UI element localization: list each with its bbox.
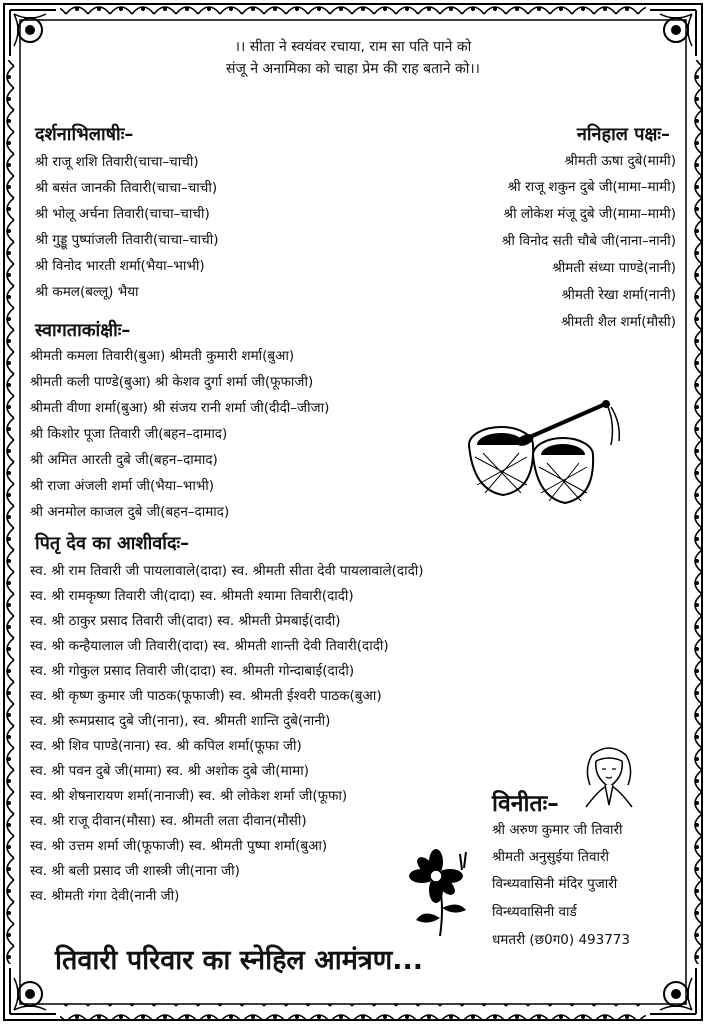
couplet-line-1: ।। सीता ने स्वयंवर रचाया, राम सा पति पाने को [234,39,472,55]
nanihal-name: श्री लोकेश मंजू दुबे जी(मामा–मामी) [503,206,676,222]
pitru-name: स्व. श्री शिव पाण्डे(नाना) स्व. श्री कपिल शर्मा(फूफा जी) [30,738,302,754]
pitru-name: स्व. श्री राजू दीवान(मौसा) स्व. श्रीमती लता दीवान(मौसी) [30,813,307,829]
nanihal-name: श्रीमती संध्या पाण्डे(नानी) [552,260,676,276]
corner-ornament-bottom-right [646,964,700,1018]
flower-illustration [400,848,480,938]
nanihal-heading: ननिहाल पक्षः– [576,124,670,145]
drums-illustration [463,395,628,515]
family-invitation-footer: तिवारी परिवार का स्नेहिल आमंत्रण... [55,945,424,976]
pitru-name: स्व. श्री गोकुल प्रसाद तिवारी जी(दादा) स्व. श्रीमती गोन्दाबाई(दादी) [30,663,355,679]
darshan-name: श्री कमल(बल्लू) भैया [35,284,139,300]
vinit-line: विन्ध्यवासिनी वार्ड [492,904,577,920]
swagat-name: श्री अमित आरती दुबे जी(बहन–दामाद) [30,452,218,468]
nanihal-name: श्री राजू शकुन दुबे जी(मामा–मामी) [507,179,676,195]
pitru-name: स्व. श्री राम तिवारी जी पायलावाले(दादा) स्व. श्रीमती सीता देवी पायलावाले(दादी) [30,563,424,579]
pitru-name: स्व. श्री शेषनारायण शर्मा(नानाजी) स्व. श्री लोकेश शर्मा जी(फूफा) [30,788,348,804]
darshan-name: श्री गुड्डू पुष्पांजली तिवारी(चाचा–चाची) [35,232,219,248]
swagat-name: श्रीमती कमला तिवारी(बुआ) श्रीमती कुमारी शर्मा(बुआ) [30,348,295,364]
pitru-name: स्व. श्री कृष्ण कुमार जी पाठक(फूफाजी) स्व. श्रीमती ईश्वरी पाठक(बुआ) [30,688,382,704]
pitru-name: स्व. श्री कन्हैयालाल जी तिवारी(दादा) स्व. श्रीमती शान्ती देवी तिवारी(दादी) [30,638,389,654]
vinit-line: विन्ध्यवासिनी मंदिर पुजारी [492,876,618,892]
opening-couplet [0,36,706,80]
vinit-heading: विनीतः– [492,791,559,817]
darshan-name: श्री राजू शशि तिवारी(चाचा–चाची) [35,154,199,170]
namaste-figure-illustration [578,745,640,809]
swagat-name: श्री किशोर पूजा तिवारी जी(बहन–दामाद) [30,426,228,442]
swagat-name: श्री राजा अंजली शर्मा जी(भैया–भाभी) [30,478,215,494]
pitru-name: स्व. श्री पवन दुबे जी(मामा) स्व. श्री अशोक दुबे जी(मामा) [30,763,309,779]
darshan-name: श्री भोलू अर्चना तिवारी(चाचा–चाची) [35,206,210,222]
darshan-name: श्री बसंत जानकी तिवारी(चाचा–चाची) [35,180,218,196]
darshan-name: श्री विनोद भारती शर्मा(भैया–भाभी) [35,258,205,274]
pitru-name: स्व. श्री ठाकुर प्रसाद तिवारी जी(दादा) स्व. श्रीमती प्रेमबाई(दादी) [30,613,341,629]
vinit-line: धमतरी (छ0ग0) 493773 [492,932,630,948]
pitru-name: स्व. श्री उत्तम शर्मा जी(फूफाजी) स्व. श्रीमती पुष्पा शर्मा(बुआ) [30,838,328,854]
darshan-heading: दर्शनाभिलाषीः– [35,124,134,145]
couplet-line-2: संजू ने अनामिका को चाहा प्रेम की राह बताने को।। [226,61,480,77]
vinit-line: श्री अरुण कुमार जी तिवारी [492,822,623,838]
vinit-line: श्रीमती अनुसुईया तिवारी [492,849,610,865]
swagat-name: श्री अनमोल काजल दुबे जी(बहन–दामाद) [30,504,230,520]
pitru-name: स्व. श्री रामकृष्ण तिवारी जी(दादा) स्व. श्रीमती श्यामा तिवारी(दादी) [30,588,354,604]
pitru-name: स्व. श्रीमती गंगा देवी(नानी जी) [30,888,180,904]
pitru-heading: पितृ देव का आशीर्वादः– [35,533,190,554]
nanihal-name: श्री विनोद सती चौबे जी(नाना–नानी) [501,233,676,249]
swagat-name: श्रीमती वीणा शर्मा(बुआ) श्री संजय रानी शर्मा जी(दीदी–जीजा) [30,400,330,416]
nanihal-name: श्रीमती ऊषा दुबे(मामी) [564,153,676,169]
pitru-name: स्व. श्री बली प्रसाद जी शास्त्री जी(नाना जी) [30,863,240,879]
nanihal-name: श्रीमती रेखा शर्मा(नानी) [561,287,676,303]
swagat-heading: स्वागताकांक्षीः– [35,320,131,341]
swagat-name: श्रीमती कली पाण्डे(बुआ) श्री केशव दुर्गा शर्मा जी(फूफाजी) [30,374,314,390]
nanihal-name: श्रीमती शैल शर्मा(मौसी) [561,314,676,330]
pitru-name: स्व. श्री रूमप्रसाद दुबे जी(नाना), स्व. श्रीमती शान्ति दुबे(नानी) [30,713,331,729]
corner-ornament-bottom-left [6,964,60,1018]
